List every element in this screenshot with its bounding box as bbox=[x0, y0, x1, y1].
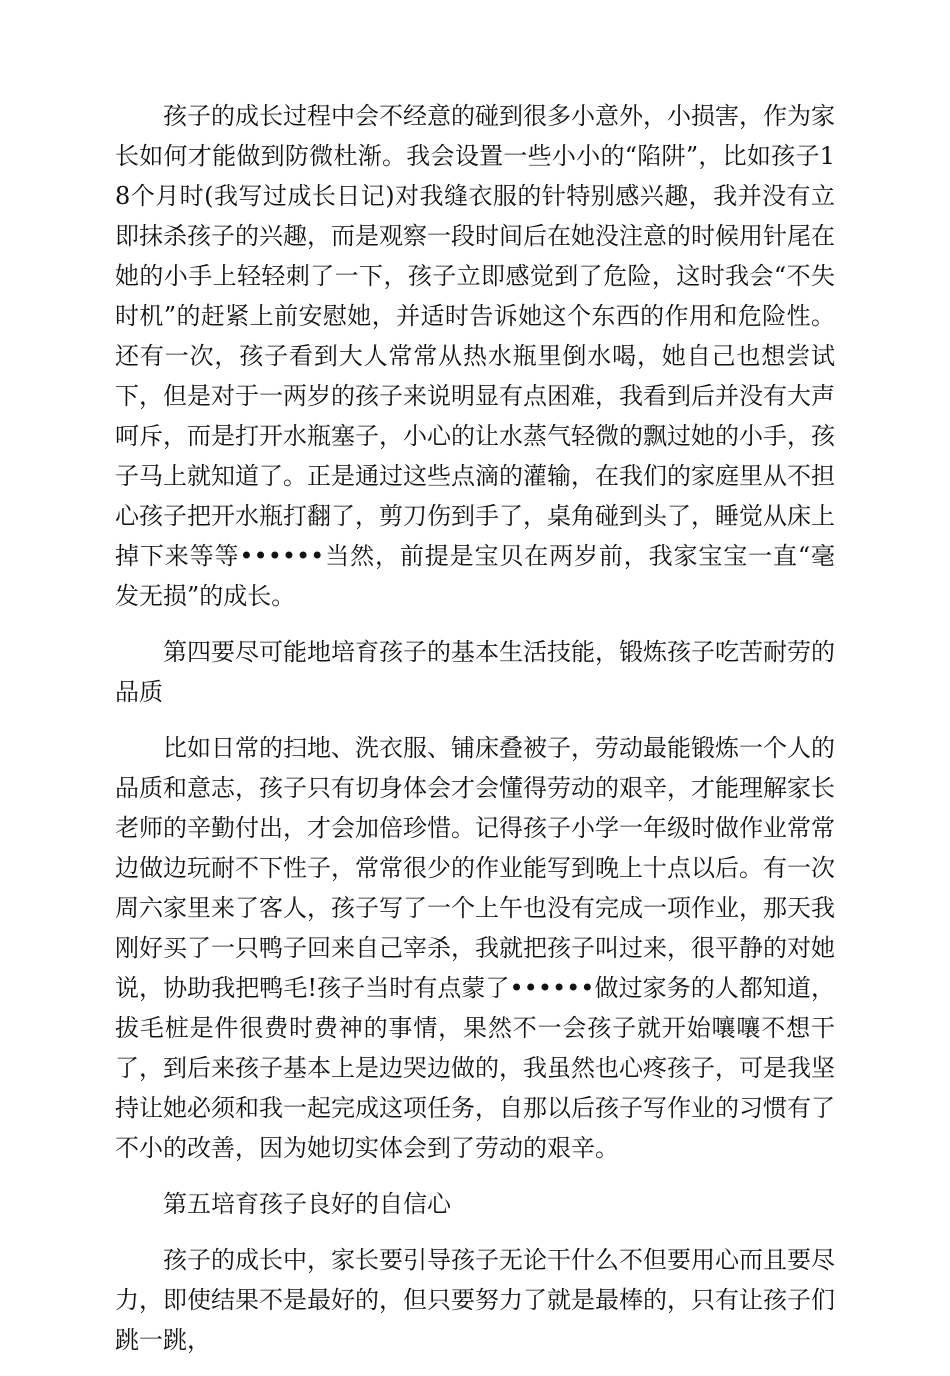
paragraph-effort: 孩子的成长中，家长要引导孩子无论干什么不但要用心而且要尽力，即使结果不是最好的，但只要努力了就是最棒的，只有让孩子们跳一跳， bbox=[115, 1246, 835, 1354]
heading-fourth-life-skills: 第四要尽可能地培育孩子的基本生活技能，锻炼孩子吃苦耐劳的品质 bbox=[115, 638, 835, 706]
heading-fifth-self-confidence: 第五培育孩子良好的自信心 bbox=[163, 1190, 451, 1218]
paragraph-accident-prevention: 孩子的成长过程中会不经意的碰到很多小意外，小损害，作为家长如何才能做到防微杜渐。我会设置一些小小的“陷阱”，比如孩子18个月时(我写过成长日记)对我缝衣服的针特别感兴趣，我并没有立即抹杀孩子的兴趣，而是观察一段时间后在她没注意的时候用针尾在她的小手上轻轻刺了一下，孩子立即感觉到了危险，这时我会“不失时机”的赶紧上前安慰她，并适时告诉她这个东西的作用和危险性。还有一次，孩子看到大人常常从热水瓶里倒水喝，她自己也想尝试下，但是对于一两岁的孩子来说明显有点困难，我看到后并没有大声呵斥，而是打开水瓶塞子，小心的让水蒸气轻微的飘过她的小手，孩子马上就知道了。正是通过这些点滴的灌输，在我们的家庭里从不担心孩子把开水瓶打翻了，剪刀伤到手了，桌角碰到头了，睡觉从床上掉下来等等••••••当然，前提是宝贝在两岁前，我家宝宝一直“毫发无损”的成长。 bbox=[115, 102, 835, 610]
document-page bbox=[115, 96, 835, 1376]
paragraph-housework: 比如日常的扫地、洗衣服、铺床叠被子，劳动最能锻炼一个人的品质和意志，孩子只有切身体会才会懂得劳动的艰辛，才能理解家长老师的辛勤付出，才会加倍珍惜。记得孩子小学一年级时做作业常常边做边玩耐不下性子，常常很少的作业能写到晚上十点以后。有一次周六家里来了客人，孩子写了一个上午也没有完成一项作业，那天我刚好买了一只鸭子回来自己宰杀，我就把孩子叫过来，很平静的对她说，协助我把鸭毛!孩子当时有点蒙了••••••做过家务的人都知道，拔毛桩是件很费时费神的事情，果然不一会孩子就开始嚷嚷不想干了，到后来孩子基本上是边哭边做的，我虽然也心疼孩子，可是我坚持让她必须和我一起完成这项任务，自那以后孩子写作业的习惯有了不小的改善，因为她切实体会到了劳动的艰辛。 bbox=[115, 734, 835, 1162]
